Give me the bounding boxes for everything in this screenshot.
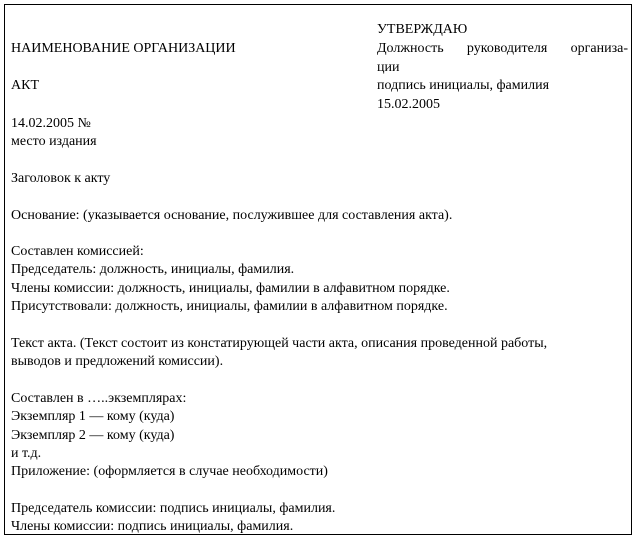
document-type: АКТ bbox=[11, 78, 39, 93]
act-text-line-2: выводов и предложений комиссии). bbox=[11, 354, 224, 369]
place-of-issue: место издания bbox=[11, 134, 97, 149]
approval-signature: подпись инициалы, фамилия bbox=[377, 78, 550, 93]
approval-heading: УТВЕРЖДАЮ bbox=[377, 22, 468, 37]
act-text-line-1: Текст акта. (Текст состоит из констатирующей части акта, описания проведенной работы, bbox=[11, 336, 548, 351]
commission-chairman: Председатель: должность, инициалы, фамилия. bbox=[11, 262, 295, 277]
signature-members: Члены комиссии: подпись инициалы, фамилия. bbox=[11, 519, 294, 534]
appendix: Приложение: (оформляется в случае необходимости) bbox=[11, 464, 328, 479]
approval-position: Должность руководителя организа- bbox=[377, 41, 628, 56]
act-basis: Основание: (указывается основание, послужившее для составления акта). bbox=[11, 208, 453, 223]
copy-2: Экземпляр 2 — кому (куда) bbox=[11, 428, 175, 443]
commission-members: Члены комиссии: должность, инициалы, фамилии в алфавитном порядке. bbox=[11, 281, 450, 296]
commission-attendees: Присутствовали: должность, инициалы, фамилии в алфавитном порядке. bbox=[11, 299, 448, 314]
approval-position-continuation: ции bbox=[377, 60, 400, 75]
approval-date: 15.02.2005 bbox=[377, 97, 440, 112]
act-title: Заголовок к акту bbox=[11, 171, 111, 186]
copy-1: Экземпляр 1 — кому (куда) bbox=[11, 409, 175, 424]
date-number: 14.02.2005 № bbox=[11, 116, 91, 131]
signature-chairman: Председатель комиссии: подпись инициалы, фамилия. bbox=[11, 501, 336, 516]
commission-intro: Составлен комиссией: bbox=[11, 244, 144, 259]
organization-name: НАИМЕНОВАНИЕ ОРГАНИЗАЦИИ bbox=[11, 41, 236, 56]
copies-etc: и т.д. bbox=[11, 446, 42, 461]
copies-intro: Составлен в …..экземплярах: bbox=[11, 391, 187, 406]
